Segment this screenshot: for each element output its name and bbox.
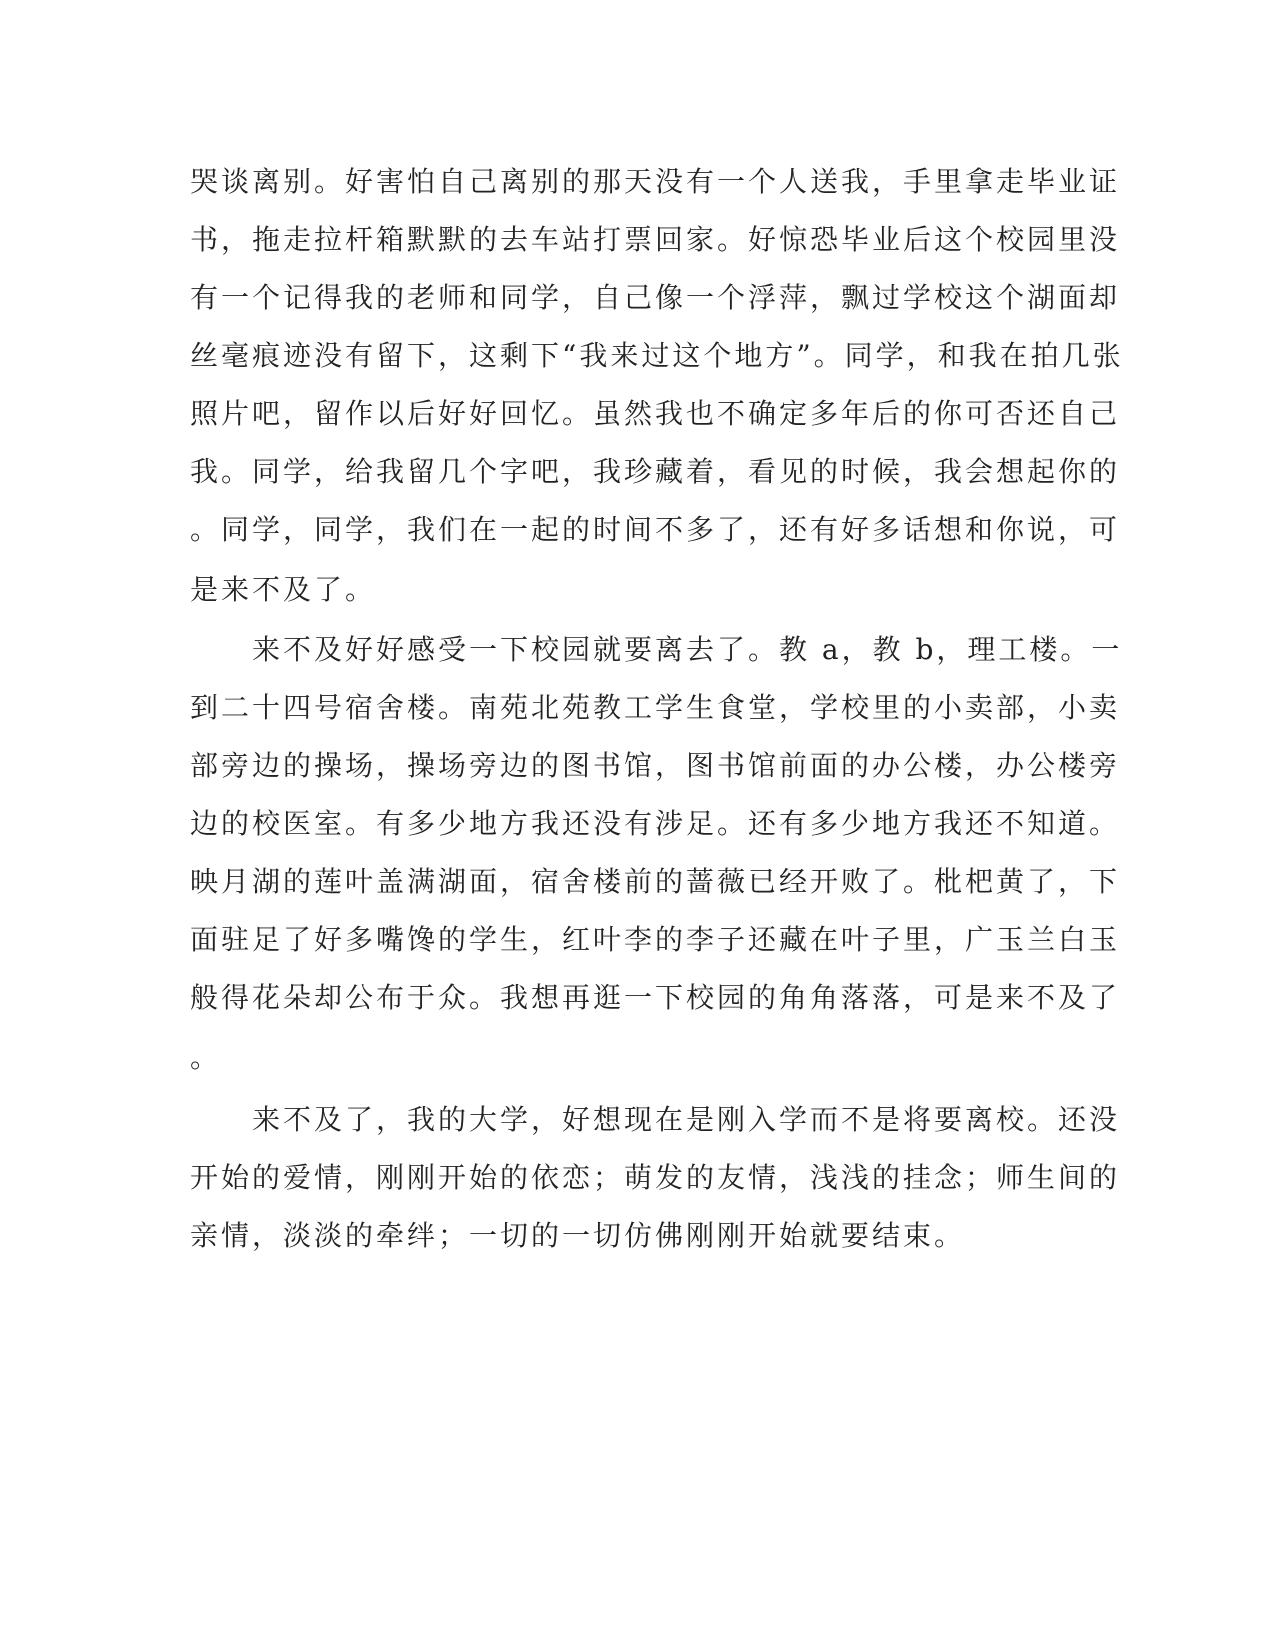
text-line: 。同学，同学，我们在一起的时间不多了，还有好多话想和你说，可 [190, 513, 1121, 546]
text-line: 来不及了，我的大学，好想现在是刚入学而不是将要离校。还没 [252, 1103, 1121, 1136]
text-line: 我。同学，给我留几个字吧，我珍藏着，看见的时候，我会想起你的 [190, 455, 1121, 488]
text-line: 亲情，淡淡的牵绊；一切的一切仿佛刚刚开始就要结束。 [190, 1219, 966, 1252]
text-line: 是来不及了。 [190, 573, 377, 606]
text-line: 书，拖走拉杆箱默默的去车站打票回家。好惊恐毕业后这个校园里没 [190, 223, 1121, 256]
text-line: 哭谈离别。好害怕自己离别的那天没有一个人送我，手里拿走毕业证 [190, 165, 1121, 198]
text-line: 到二十四号宿舍楼。南苑北苑教工学生食堂，学校里的小卖部，小卖 [190, 691, 1121, 724]
text-line: 般得花朵却公布于众。我想再逛一下校园的角角落落，可是来不及了 [190, 981, 1121, 1014]
text-line: 来不及好好感受一下校园就要离去了。教 a，教 b，理工楼。一 [252, 633, 1123, 666]
text-line: 丝毫痕迹没有留下，这剩下“我来过这个地方”。同学，和我在拍几张 [190, 339, 1124, 372]
text-line: 映月湖的莲叶盖满湖面，宿舍楼前的蔷薇已经开败了。枇杷黄了，下 [190, 865, 1121, 898]
text-line: 边的校医室。有多少地方我还没有涉足。还有多少地方我还不知道。 [190, 807, 1121, 840]
text-line: 面驻足了好多嘴馋的学生，红叶李的李子还藏在叶子里，广玉兰白玉 [190, 923, 1121, 956]
text-line: 有一个记得我的老师和同学，自己像一个浮萍，飘过学校这个湖面却 [190, 281, 1121, 314]
text-line: 开始的爱情，刚刚开始的依恋；萌发的友情，浅浅的挂念；师生间的 [190, 1161, 1121, 1194]
text-line: 照片吧，留作以后好好回忆。虽然我也不确定多年后的你可否还自己 [190, 397, 1121, 430]
text-line: 。 [190, 1041, 222, 1074]
text-line: 部旁边的操场，操场旁边的图书馆，图书馆前面的办公楼，办公楼旁 [190, 749, 1121, 782]
